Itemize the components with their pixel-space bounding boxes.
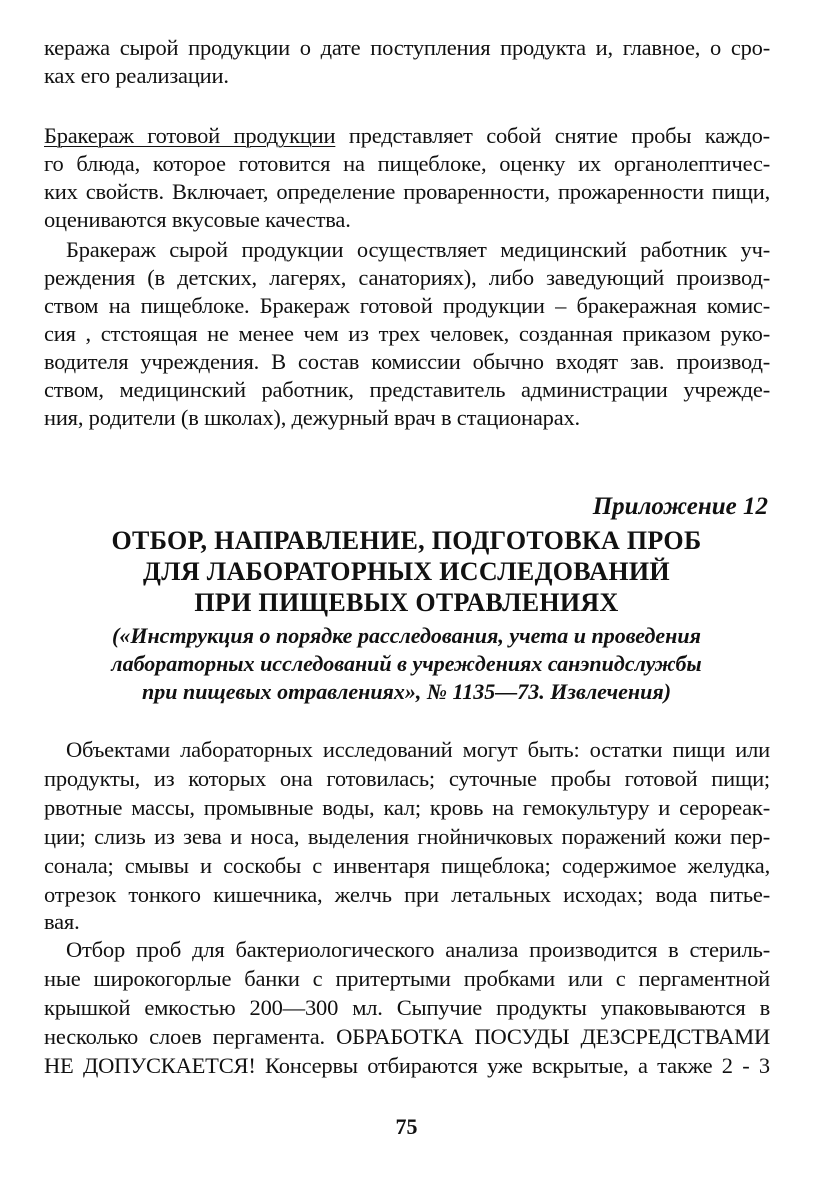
appendix-title-line-1: ОТБОР, НАПРАВЛЕНИЕ, ПОДГОТОВКА ПРОБ [111,526,702,555]
sampling-line-5: НЕ ДОПУСКАЕТСЯ! Консервы отбираются уже вскрытые, а также 2 - 3 [44,1053,770,1078]
responsible-line-3: ством на пищеблоке. Бракераж готовой продукции – бракеражная комис- [44,293,770,318]
intro-line-2: ках его реализации. [44,63,229,88]
ready-products-line-4: оцениваются вкусовые качества. [44,207,351,232]
responsible-line-1: Бракераж сырой продукции осуществляет медицинский работник уч- [66,237,770,262]
appendix-subtitle-line-1: («Инструкция о порядке расследования, учета и проведения [112,623,701,648]
appendix-subtitle-line-2: лабораторных исследований в учреждениях санэпидслужбы [111,651,702,676]
ready-products-line-3: ких свойств. Включает, определение проваренности, прожаренности пищи, [44,179,770,204]
appendix-subtitle-line-3: при пищевых отравлениях», № 1135—73. Извлечения) [141,679,672,704]
ready-products-line-2: го блюда, которое готовится на пищеблоке, оценку их органолептичес- [44,151,770,176]
responsible-line-6: ством, медицинский работник, представитель администрации учрежде- [44,377,770,402]
objects-line-5: сонала; смывы и соскобы с инвентаря пищеблока; содержимое желудка, [44,853,770,878]
objects-line-6: отрезок тонкого кишечника, желчь при летальных исходах; вода питье- [44,882,770,907]
objects-line-1: Объектами лабораторных исследований могут быть: остатки пищи или [66,737,770,762]
objects-line-2: продукты, из которых она готовилась; суточные пробы готовой пищи; [44,766,770,791]
page-number: 75 [395,1114,418,1139]
ready-products-term: Бракераж готовой продукции [44,123,336,148]
objects-line-4: ции; слизь из зева и носа, выделения гнойничковых поражений кожи пер- [44,824,770,849]
intro-line-1: кеража сырой продукции о дате поступления продукта и, главное, о сро- [44,35,770,60]
sampling-line-1: Отбор проб для бактериологического анализа производится в стериль- [66,937,770,962]
ready-products-line-1 [44,122,770,150]
appendix-label: Приложение 12 [592,493,768,520]
sampling-line-2: ные широкогорлые банки с притертыми пробками или с пергаментной [44,966,770,991]
sampling-line-3: крышкой емкостью 200—300 мл. Сыпучие продукты упаковываются в [44,995,770,1020]
responsible-line-7: ния, родители (в школах), дежурный врач в стационарах. [44,405,580,430]
appendix-title-line-2: ДЛЯ ЛАБОРАТОРНЫХ ИССЛЕДОВАНИЙ [143,557,670,586]
sampling-line-4: несколько слоев пергамента. ОБРАБОТКА ПОСУДЫ ДЕЗСРЕДСТВАМИ [44,1024,770,1049]
ready-products-first-line-rest: представляет собой снятие пробы каждо- [335,123,770,148]
responsible-line-2: реждения (в детских, лагерях, санаториях), либо заведующий производ- [44,265,770,290]
responsible-line-5: водителя учреждения. В состав комиссии обычно входят зав. производ- [44,349,770,374]
objects-line-3: рвотные массы, промывные воды, кал; кровь на гемокультуру и серореак- [44,795,770,820]
responsible-line-4: сия , стстоящая не менее чем из трех человек, созданная приказом руко- [44,321,770,346]
appendix-title-line-3: ПРИ ПИЩЕВЫХ ОТРАВЛЕНИЯХ [194,588,619,617]
objects-line-7: вая. [44,909,80,934]
